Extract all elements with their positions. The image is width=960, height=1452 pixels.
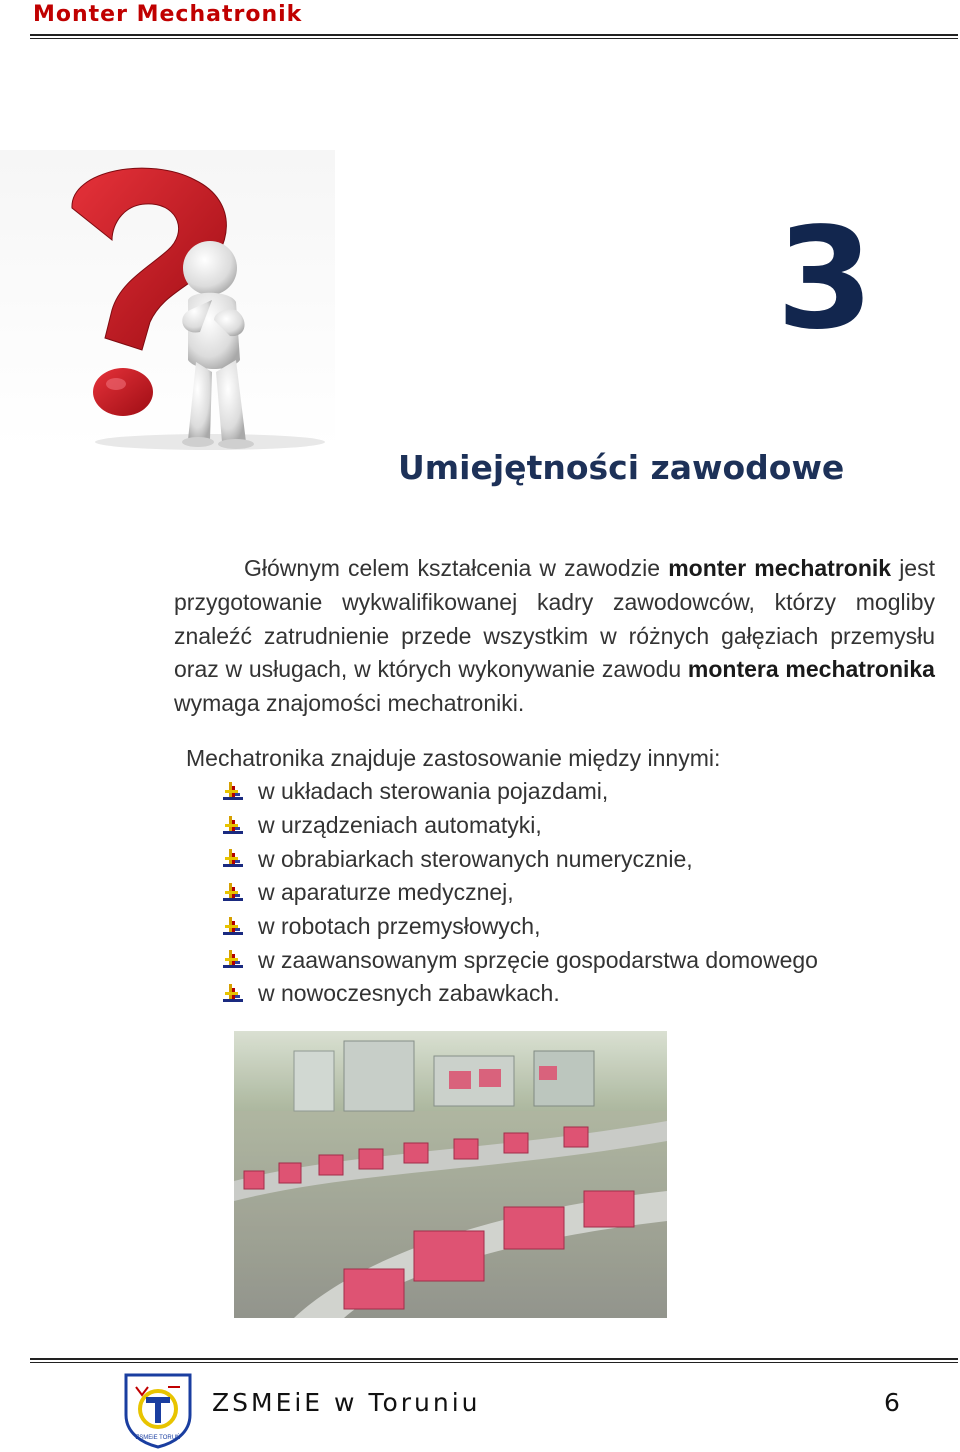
applications-list (222, 775, 818, 1011)
intro-bold-occupation: monter mechatronik (668, 555, 892, 581)
bullet-icon (222, 781, 244, 803)
intro-text-2: jest przygotowanie wykwalifikowanej kadry zawodowców, którzy mogliby znaleźć zatrudnienie przede wszystkim w różnych gałęziach przemysłu oraz w usługach, w których wykonywanie zawodu (174, 555, 935, 683)
header-rule-thin (30, 38, 958, 39)
list-item (222, 842, 818, 876)
production-line-photo (234, 1031, 667, 1318)
list-item (222, 910, 818, 944)
page-number: 6 (884, 1388, 900, 1417)
school-logo (122, 1371, 194, 1449)
list-item (222, 943, 818, 977)
bullet-icon (222, 882, 244, 904)
header-title: Monter Mechatronik (33, 2, 303, 27)
bullet-icon (222, 815, 244, 837)
list-item-text: w obrabiarkach sterowanych numerycznie, (258, 845, 693, 872)
intro-text-1: Głównym celem kształcenia w zawodzie (244, 555, 669, 581)
question-mark-figure-image (0, 150, 340, 460)
list-item-text: w robotach przemysłowych, (258, 913, 541, 940)
footer-rule-thin (30, 1362, 958, 1363)
list-item (222, 775, 818, 809)
list-item-text: w aparaturze medycznej, (258, 879, 514, 906)
intro-text-3: wymaga znajomości mechatroniki. (174, 690, 525, 717)
intro-bold-occupation-genitive: montera mechatronika (687, 656, 935, 683)
list-item (222, 977, 818, 1011)
list-item-text: w urządzeniach automatyki, (258, 812, 542, 839)
header-rule (30, 34, 958, 36)
bullet-icon (222, 848, 244, 870)
chapter-title: Umiejętności zawodowe (398, 448, 845, 487)
list-item-text: w zaawansowanym sprzęcie gospodarstwa domowego (258, 946, 818, 973)
bullet-icon (222, 916, 244, 938)
list-item-text: w nowoczesnych zabawkach. (258, 980, 560, 1007)
logo-text: ZSMEiE TORUŃ (135, 1435, 181, 1441)
bullet-icon (222, 983, 244, 1005)
list-item-text: w układach sterowania pojazdami, (258, 778, 609, 805)
footer-rule (30, 1358, 958, 1360)
applications-lead: Mechatronika znajduje zastosowanie między innymi: (186, 745, 721, 771)
bullet-icon (222, 949, 244, 971)
list-item (222, 809, 818, 843)
footer-school-name: ZSMEiE w Toruniu (212, 1388, 481, 1417)
chapter-number: 3 (776, 198, 874, 361)
list-item (222, 876, 818, 910)
intro-paragraph (174, 552, 935, 721)
